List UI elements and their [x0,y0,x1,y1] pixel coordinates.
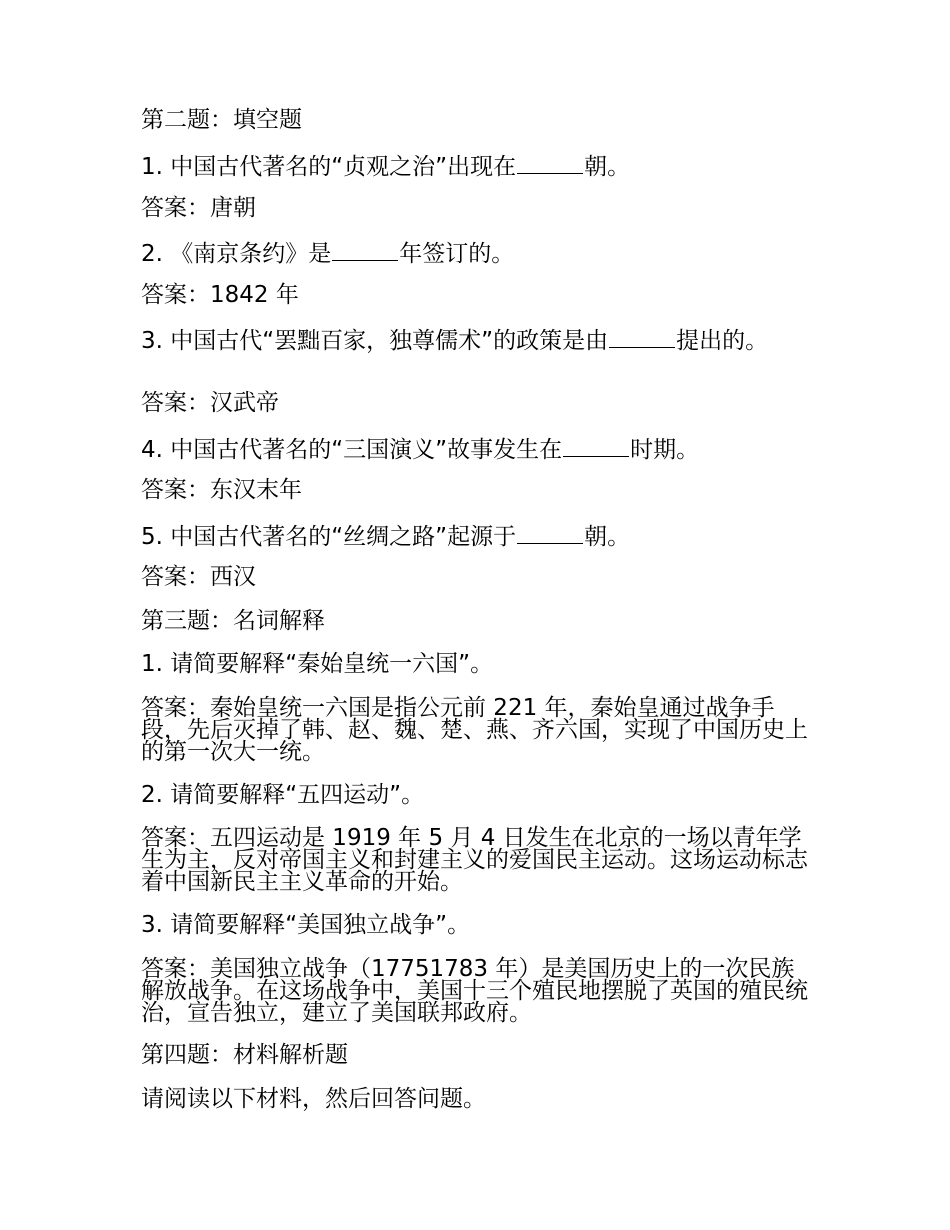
answer-blank [517,153,583,174]
section-3-heading: 第三题：名词解释 [141,608,325,634]
term-answer-1: 答案：秦始皇统一六国是指公元前 221 年，秦始皇通过战争手段，先后灭掉了韩、赵、魏、楚、燕、齐六国，实现了中国历史上的第一次大一统。 [141,695,808,765]
term-answer-3: 答案：美国独立战争（17751783 年）是美国历史上的一次民族解放战争。在这场战争中，美国十三个殖民地摆脱了英国的殖民统治，宣告独立，建立了美国联邦政府。 [141,956,808,1026]
fill-question-1 [141,153,813,179]
term-answer-2: 答案：五四运动是 1919 年 5 月 4 日发生在北京的一场以青年学生为主，反对帝国主义和封建主义的爱国民主运动。这场运动标志着中国新民主主义革命的开始。 [141,825,808,895]
fill-question-5 [141,523,813,549]
answer-blank [332,240,398,261]
question-text-suffix: 朝。 [584,524,631,550]
answer-blank [517,523,583,544]
question-text: 2. 《南京条约》是 [141,241,332,267]
question-text-suffix: 朝。 [584,154,631,180]
fill-answer-5: 答案：西汉 [141,564,256,590]
fill-question-3 [141,327,813,352]
question-text: 4. 中国古代著名的“三国演义”故事发生在 [141,437,563,463]
term-question-1: 1. 请简要解释“秦始皇统一六国”。 [141,651,494,677]
question-text: 3. 中国古代“罢黜百家，独尊儒术”的政策是由 [141,328,609,354]
fill-answer-1: 答案：唐朝 [141,195,256,221]
question-text: 1. 中国古代著名的“贞观之治”出现在 [141,154,517,180]
question-text-suffix: 年签订的。 [399,241,515,267]
answer-blank [609,327,675,348]
answer-blank [563,436,629,457]
fill-answer-2: 答案：1842 年 [141,282,299,308]
fill-answer-4: 答案：东汉末年 [141,477,302,503]
material-intro: 请阅读以下材料，然后回答问题。 [141,1086,486,1112]
question-text-suffix: 时期。 [630,437,700,463]
section-4-heading: 第四题：材料解析题 [141,1042,348,1068]
term-question-3: 3. 请简要解释“美国独立战争”。 [141,912,471,938]
fill-question-4 [141,436,813,462]
term-question-2: 2. 请简要解释“五四运动”。 [141,782,425,808]
section-2-heading: 第二题：填空题 [141,107,302,133]
question-text-suffix: 提出的。 [676,328,769,354]
question-text: 5. 中国古代著名的“丝绸之路”起源于 [141,524,517,550]
fill-question-2 [141,240,813,266]
fill-answer-3: 答案：汉武帝 [141,390,279,416]
